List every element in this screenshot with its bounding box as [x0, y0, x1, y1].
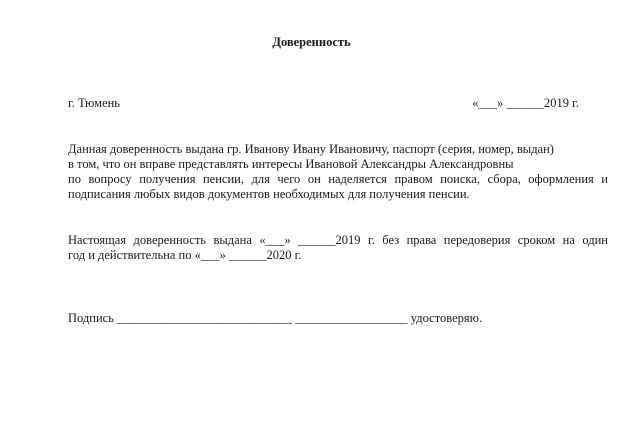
paragraph1-line3: по вопросу получения пенсии, для чего он наделяется правом поиска, сбора, оформления и	[68, 172, 608, 186]
paragraph2-line1: Настоящая доверенность выдана «___» ______2019 г. без права передоверия сроком на один	[68, 233, 608, 247]
paragraph2-line2: год и действительна по «___» ______2020 г.	[68, 248, 302, 262]
paragraph1-line1: Данная доверенность выдана гр. Иванову Ивану Ивановичу, паспорт (серия, номер, выдан)	[68, 142, 554, 156]
signature-line: Подпись ____________________________ __________________ удостоверяю.	[68, 311, 483, 325]
paragraph1-line2: в том, что он вправе представлять интересы Ивановой Александры Александровны	[68, 157, 514, 171]
date-line: «___» ______2019 г.	[472, 96, 579, 110]
document-title: Доверенность	[272, 35, 351, 49]
paragraph1-line4: подписания любых видов документов необходимых для получения пенсии.	[68, 187, 470, 201]
city-label: г. Тюмень	[68, 96, 121, 110]
